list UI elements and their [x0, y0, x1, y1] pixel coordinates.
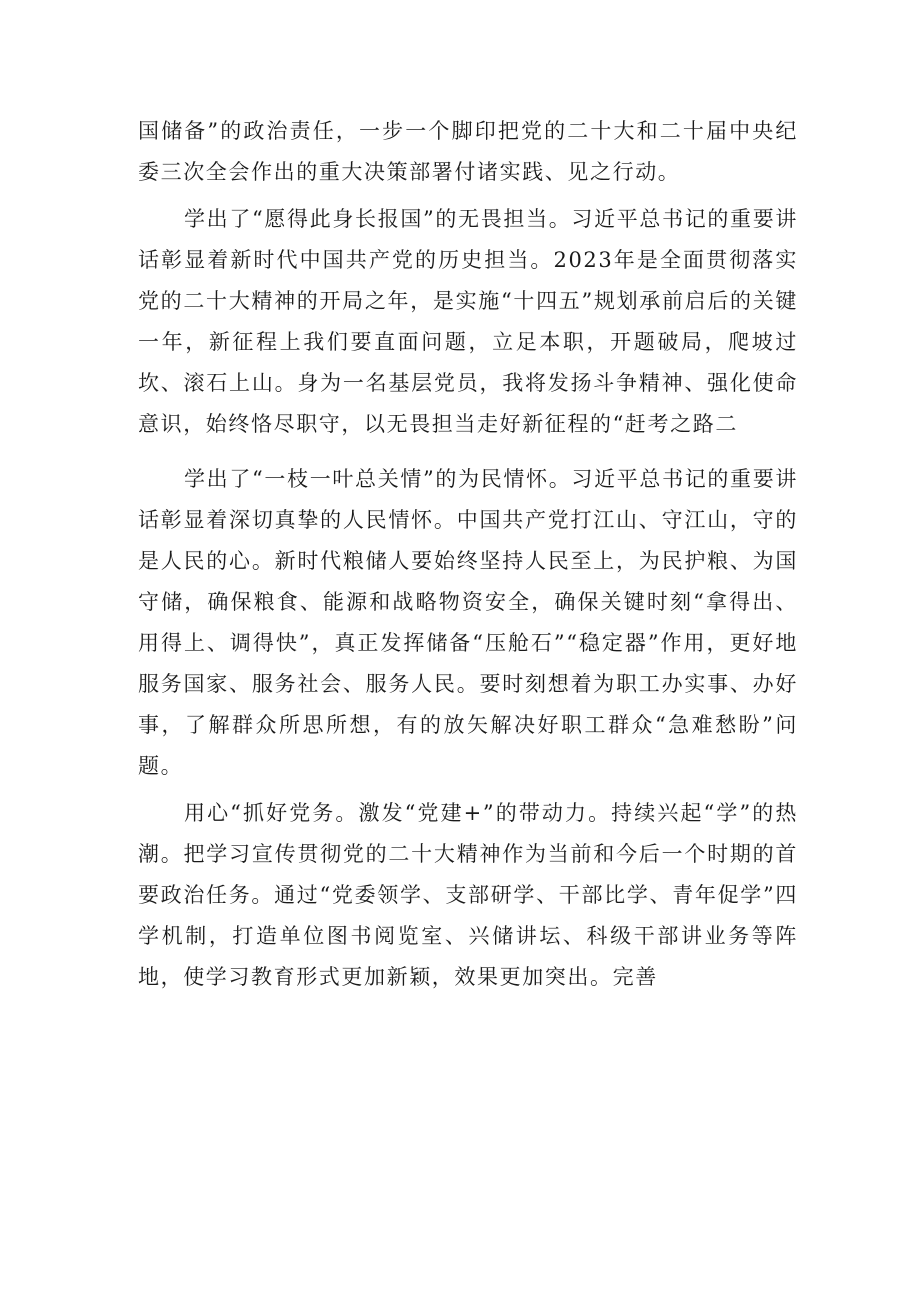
paragraph-fearless-responsibility: 学出了“愿得此身长报国”的无畏担当。习近平总书记的重要讲话彰显着新时代中国共产党的历史担当。2023年是全面贯彻落实党的二十大精神的开局之年，是实施“十四五”规划承前启后的关键一年，新征程上我们要直面问题，立足本职，开题破局，爬坡过坎、滚石上山。身为一名基层党员，我将发扬斗争精神、强化使命意识，始终恪尽职守，以无畏担当走好新征程的“赶考之路二	[138, 207, 798, 436]
paragraph-continuation: 国储备”的政治责任，一步一个脚印把党的二十大和二十届中央纪委三次全会作出的重大决策部署付诸实践、见之行动。	[138, 119, 798, 184]
paragraph-party-affairs: 用心“抓好党务。激发“党建+”的带动力。持续兴起“学”的热潮。把学习宣传贯彻党的二十大精神作为当前和今后一个时期的首要政治任务。通过“党委领学、支部研学、干部比学、青年促学”四学机制，打造单位图书阅览室、兴储讲坛、科级干部讲业务等阵地，使学习教育形式更加新颖，效果更加突出。完善	[138, 801, 798, 989]
paragraph-people-sentiment: 学出了“一枝一叶总关情”的为民情怀。习近平总书记的重要讲话彰显着深切真挚的人民情怀。中国共产党打江山、守江山，守的是人民的心。新时代粮储人要始终坚持人民至上，为民护粮、为国守储，确保粮食、能源和战略物资安全，确保关键时刻“拿得出、用得上、调得快”，真正发挥储备“压舱石”“稳定器”作用，更好地服务国家、服务社会、服务人民。要时刻想着为职工办实事、办好事，了解群众所思所想，有的放矢解决好职工群众“急难愁盼”问题。	[138, 467, 798, 778]
document-body	[138, 111, 798, 998]
